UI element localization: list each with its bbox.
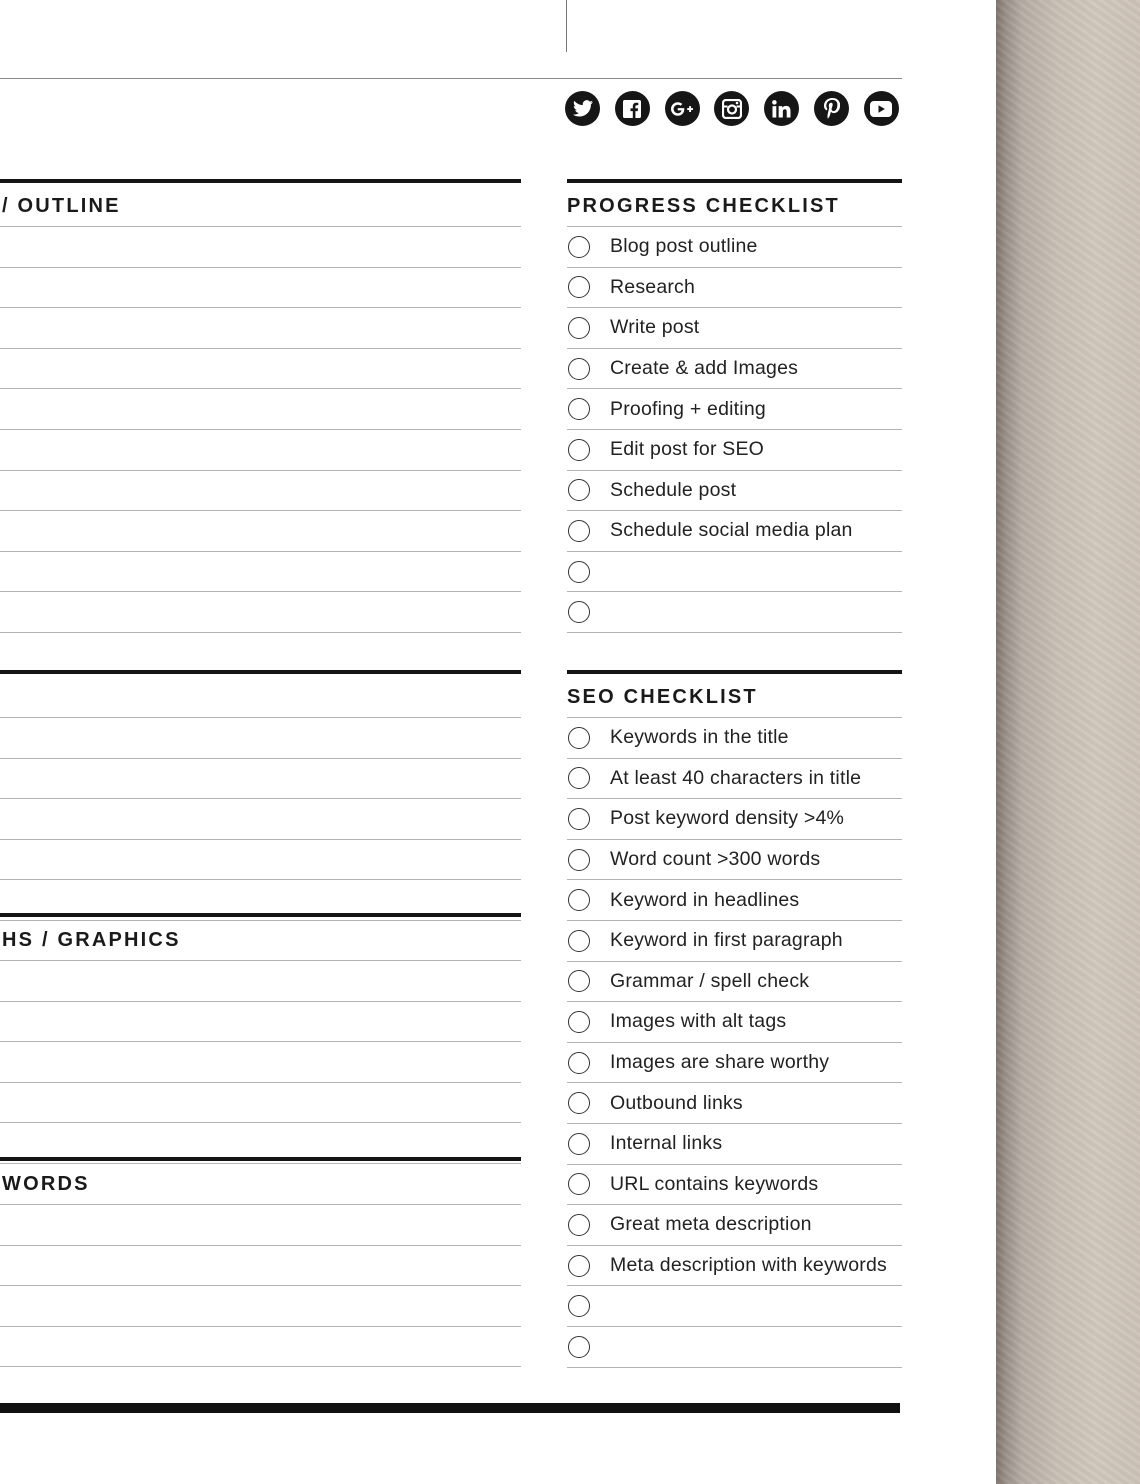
left-section-title: HS / GRAPHICS [0, 917, 521, 961]
social-icons [565, 91, 899, 127]
left-section-title: / OUTLINE [0, 183, 521, 227]
checklist-item-label: Edit post for SEO [610, 438, 765, 461]
seo-checklist-item [567, 799, 902, 840]
checkbox-circle[interactable] [568, 1255, 590, 1277]
checkbox-circle[interactable] [568, 561, 590, 583]
writing-line[interactable] [0, 799, 521, 840]
writing-line[interactable] [0, 1327, 521, 1368]
checkbox-circle[interactable] [568, 1133, 590, 1155]
checklist-item-label: Blog post outline [610, 235, 758, 258]
writing-line[interactable] [0, 552, 521, 593]
seo-checklist-item [567, 1327, 902, 1368]
checkbox-circle[interactable] [568, 727, 590, 749]
writing-line[interactable] [0, 308, 521, 349]
background-surface [996, 0, 1140, 1484]
seo-checklist-items [567, 718, 902, 1368]
seo-checklist-item [567, 718, 902, 759]
checklist-item-label: Keyword in first paragraph [610, 929, 843, 952]
progress-checklist-item [567, 268, 902, 309]
checklist-item-label: URL contains keywords [610, 1172, 819, 1195]
checkbox-circle[interactable] [568, 398, 590, 420]
seo-checklist-title: SEO CHECKLIST [567, 674, 902, 718]
checkbox-circle[interactable] [568, 1092, 590, 1114]
writing-line[interactable] [0, 1246, 521, 1287]
checkbox-circle[interactable] [568, 930, 590, 952]
checklist-item-label: Meta description with keywords [610, 1254, 887, 1277]
checklist-item-label: Proofing + editing [610, 397, 766, 420]
checklist-item-label: Post keyword density >4% [610, 807, 845, 830]
progress-checklist-item [567, 349, 902, 390]
twitter-icon[interactable] [565, 91, 600, 126]
checkbox-circle[interactable] [568, 439, 590, 461]
checkbox-circle[interactable] [568, 849, 590, 871]
checkbox-circle[interactable] [568, 601, 590, 623]
left-section-title [0, 674, 521, 718]
checkbox-circle[interactable] [568, 1173, 590, 1195]
top-divider-vertical [566, 0, 567, 52]
progress-checklist-item [567, 471, 902, 512]
writing-line[interactable] [0, 718, 521, 759]
checklist-item-label: Word count >300 words [610, 848, 821, 871]
writing-line[interactable] [0, 268, 521, 309]
youtube-icon[interactable] [864, 91, 899, 126]
checkbox-circle[interactable] [568, 1336, 590, 1358]
checkbox-circle[interactable] [568, 767, 590, 789]
progress-checklist-item [567, 227, 902, 268]
bottom-rule [0, 1403, 900, 1413]
checkbox-circle[interactable] [568, 1214, 590, 1236]
progress-checklist [567, 179, 902, 633]
checklist-item-label: Images with alt tags [610, 1010, 787, 1033]
seo-checklist-item [567, 1286, 902, 1327]
checklist-item-label: Schedule post [610, 478, 737, 501]
checkbox-circle[interactable] [568, 236, 590, 258]
seo-checklist-item [567, 1043, 902, 1084]
checkbox-circle[interactable] [568, 1011, 590, 1033]
checkbox-circle[interactable] [568, 520, 590, 542]
left-section-outline [0, 179, 521, 633]
seo-checklist-item [567, 962, 902, 1003]
top-divider-horizontal [0, 78, 902, 79]
checklist-item-label: Create & add Images [610, 357, 799, 380]
checklist-item-label: Keywords in the title [610, 726, 789, 749]
writing-line[interactable] [0, 227, 521, 268]
pinterest-icon[interactable] [814, 91, 849, 126]
checklist-item-label: Great meta description [610, 1213, 812, 1236]
checklist-item-label: Schedule social media plan [610, 519, 853, 542]
seo-checklist-item [567, 1205, 902, 1246]
checkbox-circle[interactable] [568, 358, 590, 380]
writing-line[interactable] [0, 471, 521, 512]
google-plus-icon[interactable] [665, 91, 700, 126]
checkbox-circle[interactable] [568, 317, 590, 339]
facebook-icon[interactable] [615, 91, 650, 126]
checklist-item-label: Research [610, 275, 696, 298]
checklist-item-label: Write post [610, 316, 700, 339]
writing-line[interactable] [0, 349, 521, 390]
seo-checklist [567, 670, 902, 1368]
left-section-title: WORDS [0, 1161, 521, 1205]
checkbox-circle[interactable] [568, 1295, 590, 1317]
checkbox-circle[interactable] [568, 889, 590, 911]
writing-line[interactable] [0, 1042, 521, 1083]
checklist-item-label: Outbound links [610, 1091, 743, 1114]
progress-checklist-item [567, 511, 902, 552]
checklist-item-label: At least 40 characters in title [610, 766, 862, 789]
seo-checklist-item [567, 759, 902, 800]
seo-checklist-item [567, 840, 902, 881]
writing-line[interactable] [0, 511, 521, 552]
progress-checklist-item [567, 389, 902, 430]
seo-checklist-item [567, 1083, 902, 1124]
progress-checklist-item [567, 430, 902, 471]
checklist-item-label: Internal links [610, 1132, 723, 1155]
seo-checklist-item [567, 921, 902, 962]
seo-checklist-item [567, 1124, 902, 1165]
progress-checklist-item [567, 592, 902, 633]
seo-checklist-item [567, 1002, 902, 1043]
writing-line[interactable] [0, 1286, 521, 1327]
progress-checklist-title: PROGRESS CHECKLIST [567, 183, 902, 227]
checkbox-circle[interactable] [568, 808, 590, 830]
instagram-icon[interactable] [714, 91, 749, 126]
writing-line[interactable] [0, 840, 521, 881]
checklist-item-label: Grammar / spell check [610, 969, 810, 992]
seo-checklist-item [567, 1246, 902, 1287]
writing-line[interactable] [0, 961, 521, 1002]
writing-line[interactable] [0, 759, 521, 800]
writing-line[interactable] [0, 1205, 521, 1246]
progress-checklist-item [567, 308, 902, 349]
checklist-item-label: Images are share worthy [610, 1051, 830, 1074]
progress-checklist-items [567, 227, 902, 633]
checklist-item-label: Keyword in headlines [610, 888, 800, 911]
checkbox-circle[interactable] [568, 276, 590, 298]
writing-line[interactable] [0, 389, 521, 430]
seo-checklist-item [567, 1165, 902, 1206]
checkbox-circle[interactable] [568, 970, 590, 992]
checkbox-circle[interactable] [568, 1052, 590, 1074]
left-section-graphics [0, 913, 521, 1164]
writing-line[interactable] [0, 430, 521, 471]
progress-checklist-item [567, 552, 902, 593]
writing-line[interactable] [0, 592, 521, 633]
writing-line[interactable] [0, 1083, 521, 1124]
left-section-untitled [0, 670, 521, 921]
left-section-words [0, 1157, 521, 1367]
linkedin-icon[interactable] [764, 91, 799, 126]
checkbox-circle[interactable] [568, 479, 590, 501]
writing-line[interactable] [0, 1002, 521, 1043]
seo-checklist-item [567, 880, 902, 921]
